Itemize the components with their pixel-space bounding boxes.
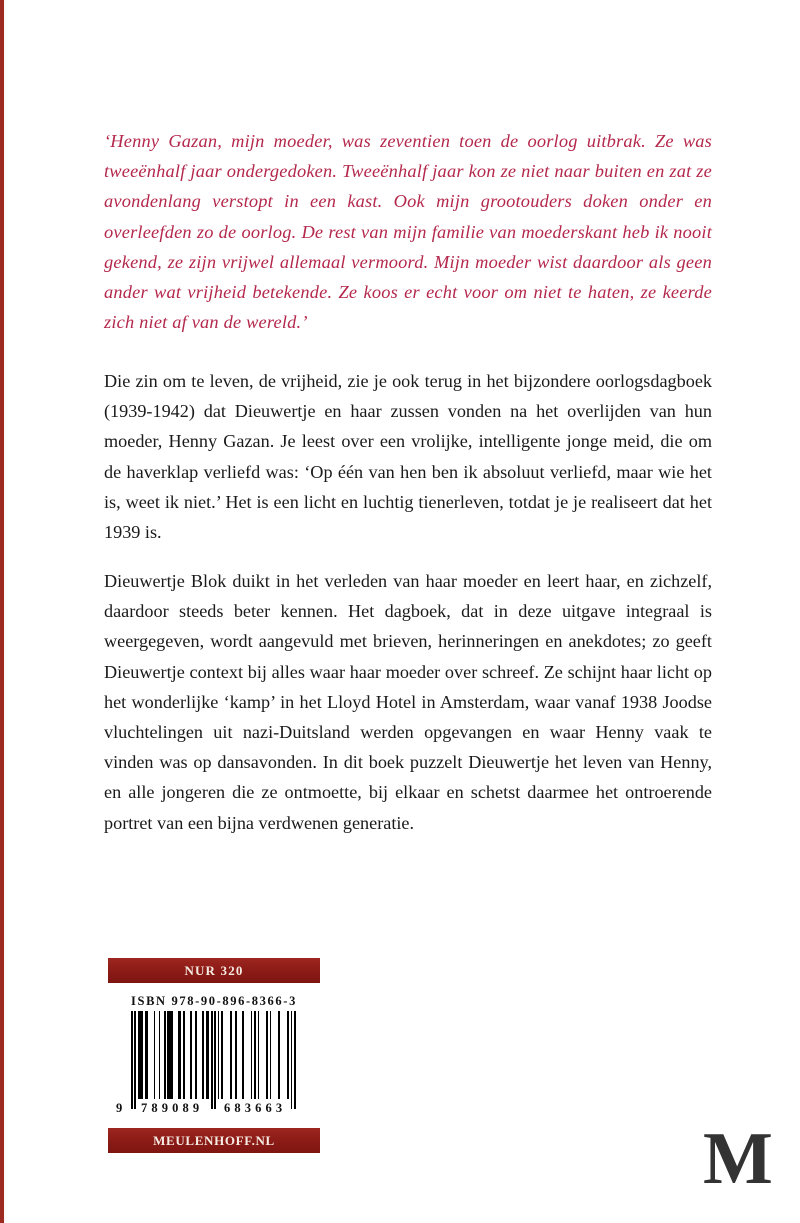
publisher-url-banner[interactable]: MEULENHOFF.NL [108, 1128, 320, 1153]
ean-barcode [108, 1011, 320, 1121]
publisher-imprint-mark: M [703, 1118, 773, 1200]
blurb-paragraph-2: Dieuwertje Blok duikt in het verleden van haar moeder en leert haar, en zichzelf, daardoor steeds beter kennen. Het dagboek, dat in deze uitgave integraal is weergegeven, wordt aangevuld met brieven, herinneringen en anekdotes; zo geeft Dieuwertje context bij alles waar haar moeder over schreef. Ze schijnt haar licht op het wonderlijke ‘kamp’ in het Lloyd Hotel in Amsterdam, waar vanaf 1938 Joodse vluchtelingen uit nazi-Duitsland werden opgevangen en waar Henny vaak te vinden was op dansavonden. In dit boek puzzelt Dieuwertje het leven van Henny, en alle jongeren die ze ontmoette, bij elkaar en schetst daarmee het ontroerende portret van een bijna verdwenen generatie. [104, 571, 712, 833]
barcode-block [108, 958, 320, 1153]
barcode-left-group: 789089 [141, 1101, 204, 1115]
barcode-digits [108, 1101, 320, 1121]
barcode-lead-digit: 9 [116, 1101, 123, 1115]
back-cover-content [104, 0, 712, 1223]
nur-code-banner: NUR 320 [108, 958, 320, 983]
pull-quote: ‘Henny Gazan, mijn moeder, was zeventien toen de oorlog uitbrak. Ze was tweeënhalf jaar ondergedoken. Tweeënhalf jaar kon ze niet naar buiten en zat ze avondenlang verstopt in een kast. Ook mijn grootouders doken onder en overleefden zo de oorlog. De rest van mijn familie van moederskant heb ik nooit gekend, ze zijn vrijwel allemaal vermoord. Mijn moeder wist daardoor als geen ander wat vrijheid betekende. Ze koos er echt voor om niet te haten, ze keerde zich niet af van de wereld.’ [104, 131, 712, 333]
blurb-paragraph-1: Die zin om te leven, de vrijheid, zie je ook terug in het bijzondere oorlogsdagboek (1939-1942) dat Dieuwertje en haar zussen vonden na het overlijden van hun moeder, Henny Gazan. Je leest over een vrolijke, intelligente jonge meid, die om de haverklap verliefd was: ‘Op één van hen ben ik absoluut verliefd, maar wie het is, weet ik niet.’ Het is een licht en luchtig tienerleven, totdat je je realiseert dat het 1939 is. [104, 371, 712, 543]
isbn-label: ISBN 978-90-896-8366-3 [131, 994, 297, 1008]
barcode-bars [131, 1011, 297, 1109]
cover-edge-stripe-highlight [4, 0, 7, 1223]
barcode-right-group: 683663 [224, 1101, 287, 1115]
